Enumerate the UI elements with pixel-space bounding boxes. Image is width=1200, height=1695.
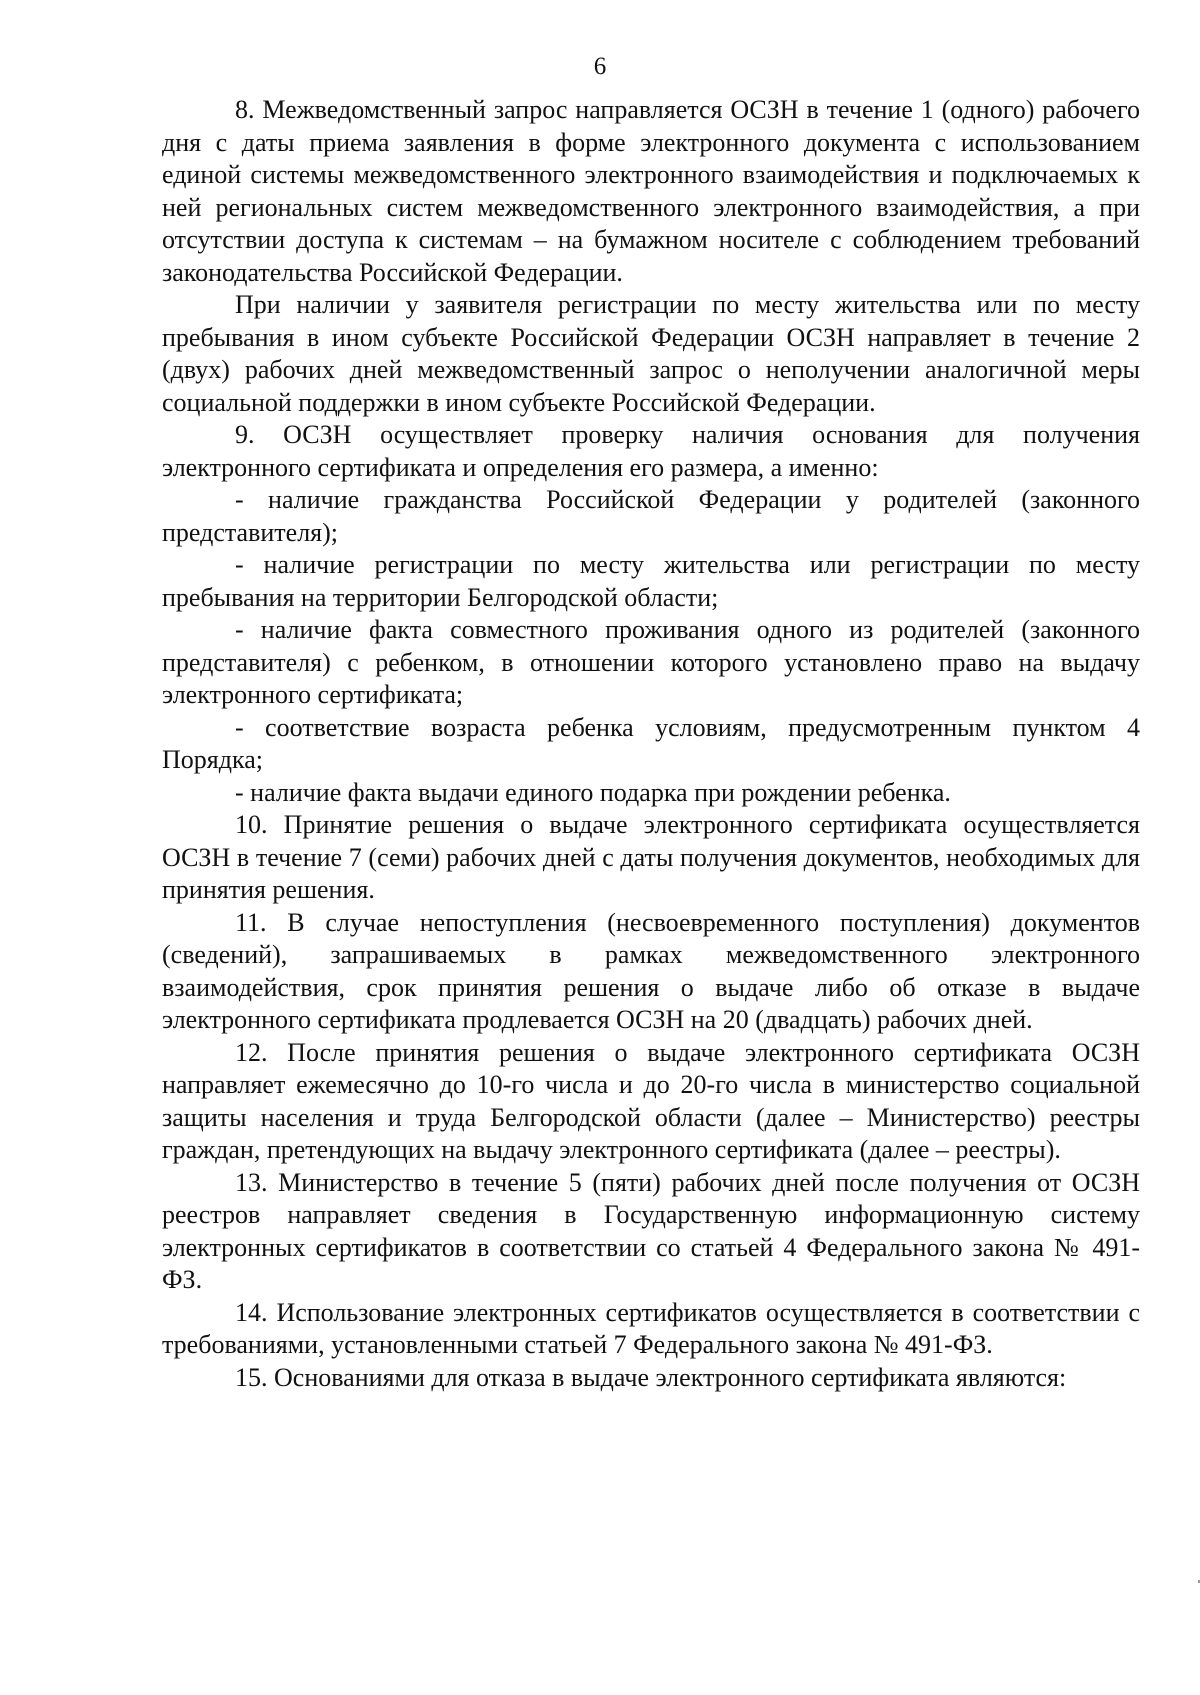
paragraph-11: 11. В случае непоступления (несвоевременного поступления) документов (сведений), запрашиваемых в рамках межведомственного электронного взаимодействия, срок принятия решения о выдаче либо об отказе в выдаче электронного сертификата продлевается ОСЗН на 20 (двадцать) рабочих дней.	[162, 907, 1140, 1034]
paragraph-12: 12. После принятия решения о выдаче электронного сертификата ОСЗН направляет ежемесячно до 10-го числа и до 20-го числа в министерство социальной защиты населения и труда Белгородской области (далее – Министерство) реестры граждан, претендующих на выдачу электронного сертификата (далее – реестры).	[162, 1037, 1140, 1164]
paragraph-10: 10. Принятие решения о выдаче электронного сертификата осуществляется ОСЗН в течение 7 (семи) рабочих дней с даты получения документов, необходимых для принятия решения.	[162, 810, 1140, 904]
list-item-citizenship: - наличие гражданства Российской Федерации у родителей (законного представителя);	[162, 485, 1140, 547]
paragraph-15: 15. Основаниями для отказа в выдаче электронного сертификата являются:	[235, 1362, 1067, 1392]
paragraph-9: 9. ОСЗН осуществляет проверку наличия основания для получения электронного сертификата и определения его размера, а именно:	[162, 420, 1140, 482]
document-body	[162, 94, 1140, 1394]
paragraph-13: 13. Министерство в течение 5 (пяти) рабочих дней после получения от ОСЗН реестров направляет сведения в Государственную информационную систему электронных сертификатов в соответствии со статьей 4 Федерального закона № 491-ФЗ.	[162, 1167, 1140, 1294]
list-item-registration: - наличие регистрации по месту жительства или регистрации по месту пребывания на территории Белгородской области;	[162, 550, 1140, 612]
page-number: 6	[593, 53, 607, 80]
paragraph-8-continued: При наличии у заявителя регистрации по месту жительства или по месту пребывания в ином субъекте Российской Федерации ОСЗН направляет в течение 2 (двух) рабочих дней межведомственный запрос о неполучении аналогичной меры социальной поддержки в ином субъекте Российской Федерации.	[162, 290, 1140, 417]
list-item-single-gift: - наличие факта выдачи единого подарка при рождении ребенка.	[235, 777, 951, 807]
paragraph-14: 14. Использование электронных сертификатов осуществляется в соответствии с требованиями, установленными статьей 7 Федерального закона № 491-ФЗ.	[162, 1297, 1140, 1359]
paragraph-8: 8. Межведомственный запрос направляется ОСЗН в течение 1 (одного) рабочего дня с даты приема заявления в форме электронного документа с использованием единой системы межведомственного электронного взаимодействия и подключаемых к ней региональных систем межведомственного электронного взаимодействия, а при отсутствии доступа к системам – на бумажном носителе с соблюдением требований законодательства Российской Федерации.	[162, 95, 1140, 287]
list-item-child-age: - соответствие возраста ребенка условиям, предусмотренным пунктом 4 Порядка;	[162, 712, 1140, 774]
list-item-cohabitation: - наличие факта совместного проживания одного из родителей (законного представителя) с ребенком, в отношении которого установлено право на выдачу электронного сертификата;	[162, 615, 1140, 709]
